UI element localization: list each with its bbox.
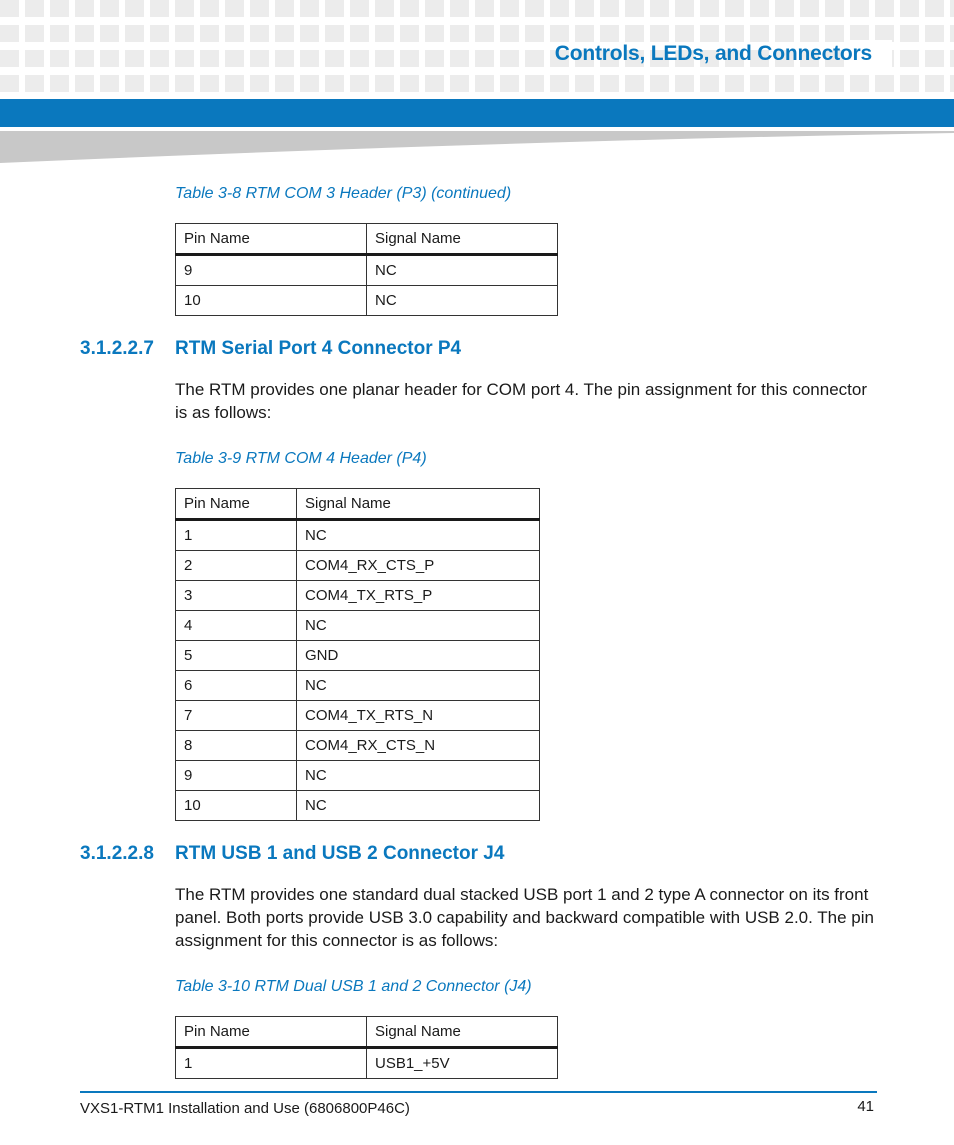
table-header-row (176, 489, 540, 520)
signal-cell: NC (297, 520, 540, 551)
table-3-8 (175, 223, 558, 316)
header-cell-pin-name: Pin Name (176, 489, 297, 520)
pin-cell: 10 (176, 286, 367, 316)
section-paragraph: The RTM provides one standard dual stacked USB port 1 and 2 type A connector on its front panel. Both ports provide USB 3.0 capability and backward compatible with USB 2.0. The pin assignment for this connector is as follows: (175, 885, 874, 950)
running-header-title: Controls, LEDs, and Connectors (554, 42, 872, 65)
table-row (176, 551, 540, 581)
header-cell-pin-name: Pin Name (176, 224, 367, 255)
signal-cell: NC (297, 761, 540, 791)
pin-cell: 10 (176, 791, 297, 821)
section-paragraph: The RTM provides one planar header for COM port 4. The pin assignment for this connector is as follows: (175, 380, 867, 422)
header-cell-pin-name: Pin Name (176, 1017, 367, 1048)
table-row (176, 641, 540, 671)
table-3-10-caption: Table 3-10 RTM Dual USB 1 and 2 Connector (J4) (175, 978, 532, 995)
section-title: RTM USB 1 and USB 2 Connector J4 (175, 843, 505, 864)
table-row (176, 671, 540, 701)
pin-cell: 9 (176, 255, 367, 286)
pin-cell: 4 (176, 611, 297, 641)
footer-page-number: 41 (857, 1098, 874, 1115)
header-cell-signal-name: Signal Name (367, 224, 558, 255)
table-row (176, 701, 540, 731)
pin-cell: 1 (176, 1048, 367, 1079)
pin-cell: 9 (176, 761, 297, 791)
signal-cell: COM4_RX_CTS_P (297, 551, 540, 581)
table-row (176, 581, 540, 611)
signal-cell: NC (297, 791, 540, 821)
signal-cell: USB1_+5V (367, 1048, 558, 1079)
signal-cell: NC (367, 286, 558, 316)
table-row (176, 611, 540, 641)
table-row (176, 520, 540, 551)
section-heading-usb-connector (80, 843, 504, 865)
signal-cell: GND (297, 641, 540, 671)
table-3-8-caption: Table 3-8 RTM COM 3 Header (P3) (continued) (175, 185, 512, 202)
header-gray-swoosh (0, 131, 954, 165)
pin-cell: 6 (176, 671, 297, 701)
pin-cell: 8 (176, 731, 297, 761)
signal-cell: COM4_TX_RTS_P (297, 581, 540, 611)
section-number: 3.1.2.2.7 (80, 338, 154, 359)
pin-cell: 1 (176, 520, 297, 551)
signal-cell: COM4_RX_CTS_N (297, 731, 540, 761)
header-cell-signal-name: Signal Name (297, 489, 540, 520)
table-3-10 (175, 1016, 558, 1079)
pin-cell: 5 (176, 641, 297, 671)
table-row (176, 1048, 558, 1079)
section-heading-serial-port-4 (80, 338, 461, 360)
table-row (176, 731, 540, 761)
table-row (176, 286, 558, 316)
signal-cell: NC (297, 611, 540, 641)
pin-cell: 7 (176, 701, 297, 731)
table-3-9-caption: Table 3-9 RTM COM 4 Header (P4) (175, 450, 427, 467)
signal-cell: NC (367, 255, 558, 286)
table-3-9 (175, 488, 540, 821)
table-header-row (176, 224, 558, 255)
table-header-row (176, 1017, 558, 1048)
header-cell-signal-name: Signal Name (367, 1017, 558, 1048)
section-number: 3.1.2.2.8 (80, 843, 154, 864)
signal-cell: NC (297, 671, 540, 701)
signal-cell: COM4_TX_RTS_N (297, 701, 540, 731)
table-row (176, 791, 540, 821)
pin-cell: 2 (176, 551, 297, 581)
section-title: RTM Serial Port 4 Connector P4 (175, 338, 462, 359)
table-row (176, 255, 558, 286)
footer-rule (80, 1091, 877, 1093)
footer-document-title: VXS1-RTM1 Installation and Use (6806800P46C) (80, 1100, 410, 1117)
pin-cell: 3 (176, 581, 297, 611)
header-blue-bar (0, 99, 954, 127)
table-row (176, 761, 540, 791)
